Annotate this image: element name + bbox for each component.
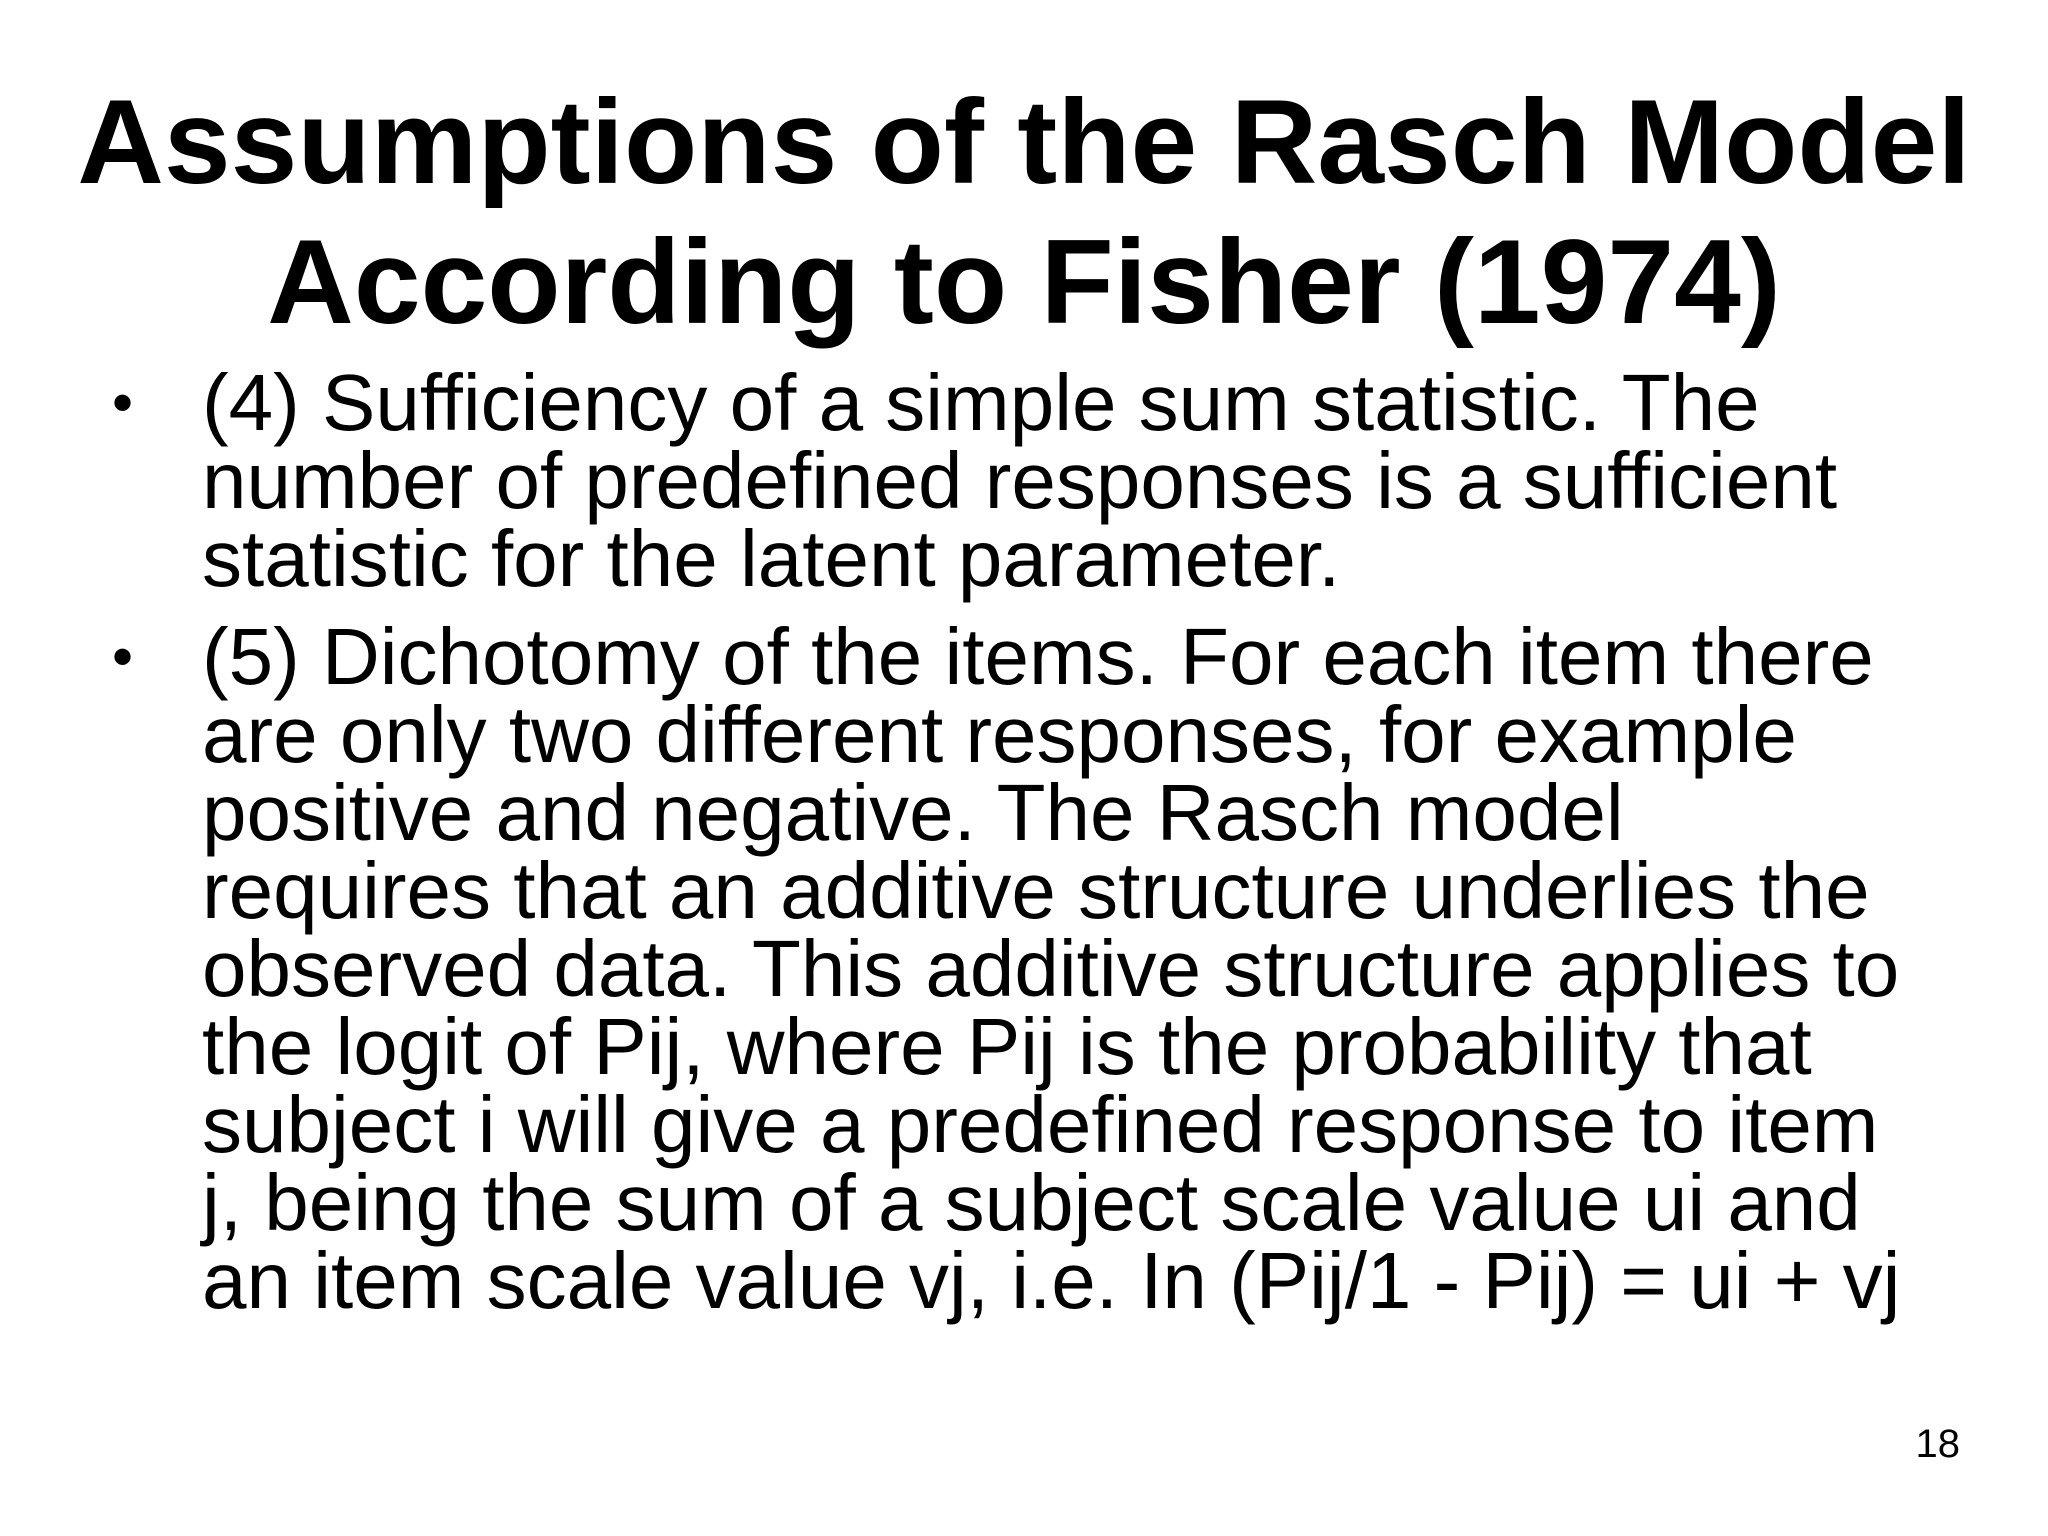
- bullet-text-line: j, being the sum of a subject scale value ui and: [202, 1158, 1861, 1247]
- slide-page-number: 18: [1915, 1422, 1960, 1466]
- slide-title: [0, 72, 2048, 352]
- bullet-dot-icon: •: [112, 623, 134, 690]
- bullet-dot-icon: •: [112, 369, 134, 436]
- bullet-text-line: positive and negative. The Rasch model: [202, 768, 1624, 857]
- slide-title-line-2: According to Fisher (1974): [267, 215, 1781, 349]
- bullet-text-line: (4) Sufficiency of a simple sum statistic. The: [202, 358, 1760, 447]
- bullet-text-line: (5) Dichotomy of the items. For each item there: [202, 612, 1874, 701]
- bullet-text-line: subject i will give a predefined response to item: [202, 1080, 1879, 1169]
- bullet-text-line: the logit of Pij, where Pij is the probability that: [202, 1002, 1812, 1091]
- bullet-text-line: are only two different responses, for example: [202, 690, 1797, 779]
- bullet-item-sufficiency: [0, 358, 2048, 603]
- bullet-text-line: an item scale value vj, i.e. In (Pij/1 - Pij) = ui + vj: [202, 1236, 1901, 1325]
- bullet-text-line: observed data. This additive structure applies to: [202, 924, 1900, 1013]
- bullet-text-line: number of predefined responses is a sufficient: [202, 436, 1838, 525]
- bullet-text-line: requires that an additive structure underlies the: [202, 846, 1870, 935]
- bullet-list: [0, 358, 2048, 1340]
- slide-title-line-1: Assumptions of the Rasch Model: [77, 75, 1971, 209]
- bullet-item-dichotomy: [0, 612, 2048, 1325]
- bullet-text-line: statistic for the latent parameter.: [202, 514, 1341, 603]
